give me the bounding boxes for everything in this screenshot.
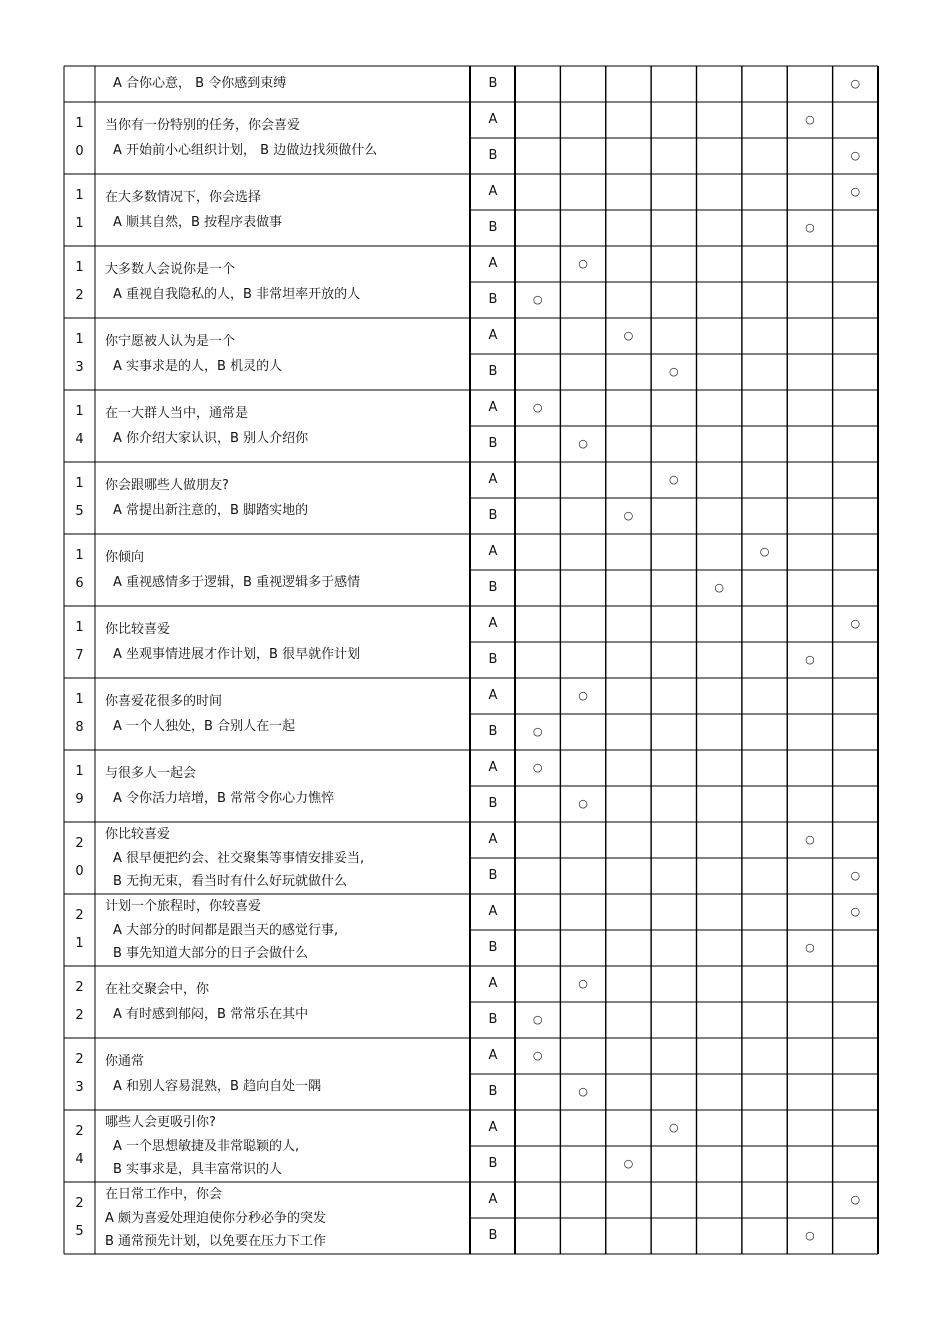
answer-mark: ○ [805, 941, 815, 954]
option-b-label: B [488, 364, 498, 379]
question-number-digit: 3 [75, 360, 84, 375]
question-text: 你比较喜爱 [105, 827, 171, 842]
option-text: A 颇为喜爱处理迫使你分秒必争的突发 [105, 1210, 327, 1226]
question-text: 你通常 [105, 1054, 145, 1069]
question-number-digit: 9 [75, 792, 84, 807]
question-text: 哪些人会更吸引你? [105, 1115, 216, 1130]
option-b-label: B [488, 1012, 498, 1027]
option-b-label: B [488, 580, 498, 595]
option-b-label: B [488, 1228, 498, 1243]
answer-mark: ○ [578, 689, 588, 702]
option-a-label: A [488, 544, 498, 559]
answer-mark: ○ [532, 401, 543, 414]
question-number-digit: 2 [75, 1124, 84, 1139]
option-text: A 有时感到郁闷，B 常常乐在其中 [113, 1007, 309, 1022]
option-b-label: B [488, 724, 498, 739]
question-number-digit: 2 [75, 288, 84, 303]
question-number-digit: 2 [75, 980, 84, 995]
option-b-label: B [488, 436, 498, 451]
option-text: A 一个思想敏捷及非常聪颖的人, [113, 1138, 300, 1154]
option-a-label: A [488, 400, 498, 415]
answer-mark: ○ [532, 293, 543, 306]
question-text: 在大多数情况下，你会选择 [105, 190, 262, 205]
answer-mark: ○ [805, 833, 815, 846]
answer-mark: ○ [805, 221, 815, 234]
option-a-label: A [488, 256, 498, 271]
question-number-digit: 1 [75, 188, 84, 203]
question-number-digit: 8 [75, 720, 84, 735]
option-a-label: A [488, 1192, 498, 1207]
option-b-label: B [488, 508, 498, 523]
question-text: 你比较喜爱 [105, 622, 171, 637]
option-a-label: A [488, 112, 498, 127]
option-text: A 你介绍大家认识，B 别人介绍你 [113, 431, 309, 446]
question-number-digit: 1 [75, 936, 84, 951]
option-text: A 开始前小心组织计划， B 边做边找须做什么 [113, 143, 378, 158]
answer-mark: ○ [578, 257, 588, 270]
option-text: A 合你心意， B 令你感到束缚 [113, 76, 287, 91]
question-number-digit: 7 [75, 648, 84, 663]
answer-mark: ○ [850, 617, 861, 630]
question-text: 大多数人会说你是一个 [105, 262, 236, 277]
answer-mark: ○ [623, 1157, 634, 1170]
option-text: A 常提出新注意的，B 脚踏实地的 [113, 503, 309, 518]
answer-mark: ○ [623, 329, 634, 342]
question-text: 你会跟哪些人做朋友? [105, 478, 229, 493]
question-text: 当你有一份特别的任务，你会喜爱 [105, 118, 301, 133]
answer-mark: ○ [669, 473, 679, 486]
answer-mark: ○ [532, 1013, 543, 1026]
question-text: 你喜爱花很多的时间 [105, 694, 223, 709]
option-b-label: B [488, 940, 498, 955]
answer-mark: ○ [578, 797, 588, 810]
question-number-digit: 2 [75, 836, 84, 851]
question-number-digit: 1 [75, 260, 84, 275]
question-text: 计划一个旅程时，你较喜爱 [105, 899, 262, 914]
question-number-digit: 0 [75, 864, 84, 879]
option-b-label: B [488, 1084, 498, 1099]
answer-mark: ○ [669, 365, 679, 378]
answer-mark: ○ [850, 905, 861, 918]
answer-mark: ○ [805, 1229, 815, 1242]
question-number-digit: 2 [75, 1008, 84, 1023]
answer-mark: ○ [805, 653, 815, 666]
answer-mark: ○ [850, 77, 861, 90]
answer-mark: ○ [532, 1049, 543, 1062]
option-a-label: A [488, 832, 498, 847]
question-number-digit: 4 [75, 1152, 84, 1167]
option-b-label: B [488, 868, 498, 883]
question-number-digit: 1 [75, 620, 84, 635]
answer-mark: ○ [805, 113, 815, 126]
question-number-digit: 1 [75, 404, 84, 419]
question-number-digit: 4 [75, 432, 84, 447]
option-b-label: B [488, 652, 498, 667]
answer-mark: ○ [850, 185, 861, 198]
answer-mark: ○ [532, 761, 543, 774]
option-text: A 重视自我隐私的人，B 非常坦率开放的人 [113, 287, 361, 302]
option-text: A 大部分的时间都是跟当天的感觉行事, [113, 922, 339, 938]
question-number-digit: 1 [75, 332, 84, 347]
option-a-label: A [488, 616, 498, 631]
question-number-digit: 2 [75, 1196, 84, 1211]
option-b-label: B [488, 1156, 498, 1171]
answer-mark: ○ [850, 869, 861, 882]
question-text: 在一大群人当中，通常是 [105, 406, 249, 421]
question-number-digit: 3 [75, 1080, 84, 1095]
question-number-digit: 1 [75, 548, 84, 563]
answer-mark: ○ [850, 1193, 861, 1206]
answer-mark: ○ [578, 437, 588, 450]
option-a-label: A [488, 1120, 498, 1135]
answer-mark: ○ [578, 977, 588, 990]
option-b-label: B [488, 796, 498, 811]
question-text: 与很多人一起会 [105, 766, 197, 781]
question-number-digit: 2 [75, 908, 84, 923]
answer-mark: ○ [714, 581, 724, 594]
answer-mark: ○ [850, 149, 861, 162]
option-b-label: B [488, 148, 498, 163]
option-text: A 坐观事情进展才作计划，B 很早就作计划 [113, 647, 361, 662]
question-number-digit: 1 [75, 764, 84, 779]
question-text: 在社交聚会中，你 [105, 982, 210, 997]
question-number-digit: 1 [75, 476, 84, 491]
option-text: B 事先知道大部分的日子会做什么 [113, 946, 309, 961]
question-number-digit: 0 [75, 144, 84, 159]
option-a-label: A [488, 472, 498, 487]
question-number-digit: 5 [75, 504, 84, 519]
question-number-digit: 1 [75, 116, 84, 131]
option-a-label: A [488, 184, 498, 199]
option-b-label: B [488, 220, 498, 235]
option-a-label: A [488, 904, 498, 919]
option-a-label: A [488, 688, 498, 703]
option-text: A 和别人容易混熟，B 趋向自处一隅 [113, 1079, 322, 1094]
question-text: 在日常工作中，你会 [105, 1187, 223, 1202]
answer-mark: ○ [578, 1085, 588, 1098]
question-number-digit: 1 [75, 216, 84, 231]
option-a-label: A [488, 760, 498, 775]
option-text: B 实事求是，具丰富常识的人 [113, 1162, 283, 1177]
option-text: A 很早便把约会、社交聚集等事情安排妥当, [113, 850, 365, 866]
question-number-digit: 1 [75, 692, 84, 707]
option-text: A 令你活力培增，B 常常令你心力憔悴 [113, 791, 335, 806]
answer-mark: ○ [669, 1121, 679, 1134]
option-text: A 重视感情多于逻辑，B 重视逻辑多于感情 [113, 575, 361, 590]
option-a-label: A [488, 1048, 498, 1063]
option-a-label: A [488, 328, 498, 343]
question-number-digit: 6 [75, 576, 84, 591]
option-b-label: B [488, 76, 498, 91]
answer-mark: ○ [532, 725, 543, 738]
question-text: 你宁愿被人认为是一个 [105, 334, 236, 349]
option-text: A 顺其自然，B 按程序表做事 [113, 215, 283, 230]
option-text: A 实事求是的人，B 机灵的人 [113, 359, 283, 374]
question-text: 你倾向 [105, 550, 145, 565]
question-number-digit: 2 [75, 1052, 84, 1067]
answer-mark: ○ [623, 509, 634, 522]
question-number-digit: 5 [75, 1224, 84, 1239]
option-a-label: A [488, 976, 498, 991]
option-text: B 通常预先计划，以免要在压力下工作 [105, 1234, 327, 1249]
option-b-label: B [488, 292, 498, 307]
option-text: B 无拘无束，看当时有什么好玩就做什么 [113, 874, 348, 889]
answer-mark: ○ [759, 545, 770, 558]
option-text: A 一个人独处，B 合别人在一起 [113, 719, 296, 734]
